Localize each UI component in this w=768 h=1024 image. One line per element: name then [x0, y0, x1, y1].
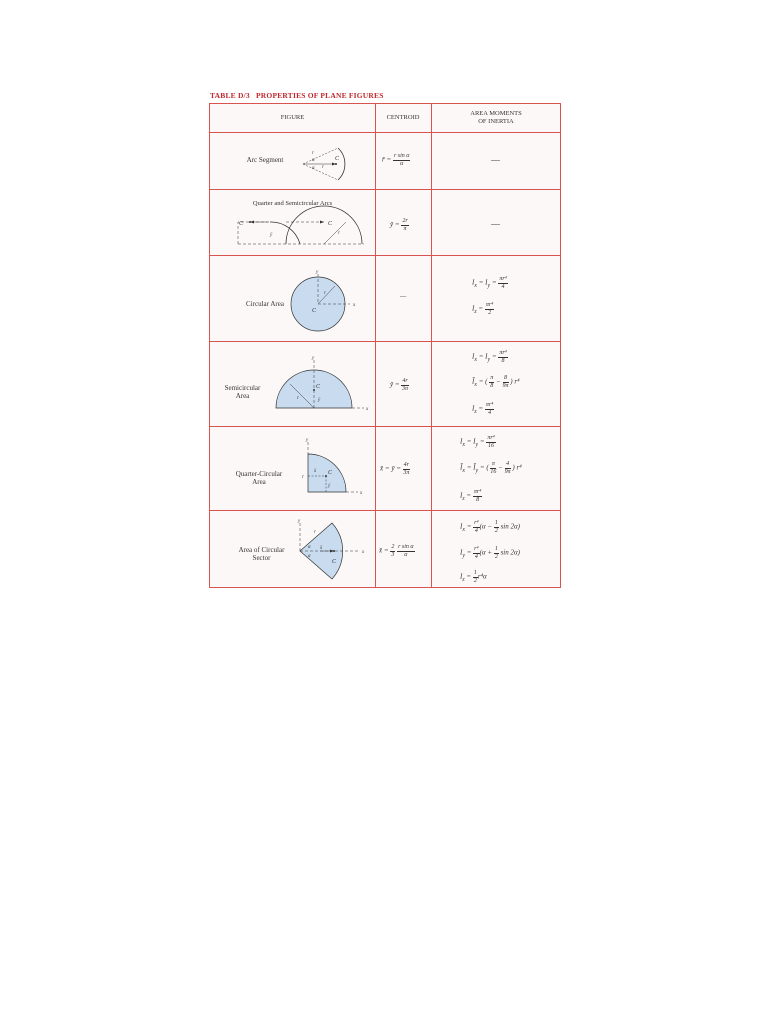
svg-text:r: r [312, 151, 314, 156]
svg-text:r: r [324, 291, 326, 296]
inertia-quarter-1: $I_x = I_y$ = $\frac{\text{πr⁴}}{16}$ [460, 435, 495, 449]
svg-text:x: x [366, 407, 369, 412]
row-divider [210, 189, 560, 190]
centroid-arc-segment: r̄ = $\frac{\text{r sin α}}{\alpha}$ [382, 153, 410, 167]
svg-text:x̄: x̄ [314, 469, 317, 474]
svg-text:r: r [314, 530, 316, 535]
row-label-semicircular-line2: Area [235, 392, 250, 400]
header-centroid: CENTROID [386, 114, 420, 121]
row-label-semicircular-area [220, 384, 265, 400]
row-label-quarter-line2: Area [252, 478, 266, 486]
inertia-circular-1: $I_x = I_y$ = $\frac{\text{πr⁴}}{4}$ [472, 276, 507, 290]
row-label-quarter-line1: Quarter-Circular [235, 470, 283, 478]
svg-text:C: C [312, 308, 317, 314]
header-inertia [431, 110, 561, 125]
header-inertia-line1: AREA MOMENTS [470, 110, 522, 117]
row-label-quarter-circular-area [224, 470, 294, 486]
inertia-quarter-2: $Ī_x$ = $Ī_y$ = ( $\frac{\pi}{16}$ − $\frac{4}{9\pi}$ ) r⁴ [460, 461, 522, 475]
circular-sector-figure [292, 519, 372, 584]
inertia-circular-2: $I_z$ = $\frac{\text{πr⁴}}{2}$ [472, 302, 494, 316]
inertia-semicircular-3: $I_z$ = $\frac{\text{πr⁴}}{4}$ [472, 402, 494, 416]
row-divider [210, 426, 560, 427]
arc-segment-figure [300, 144, 360, 184]
svg-text:C: C [332, 559, 337, 565]
inertia-sector-3: $I_z$ = $\frac{1}{2}$ r⁴α [460, 570, 487, 584]
inertia-arc-segment: — [491, 155, 500, 165]
inertia-semicircular-1: $I_x = I_y$ = $\frac{\text{πr⁴}}{8}$ [472, 350, 507, 364]
svg-text:x: x [362, 550, 365, 555]
svg-text:C: C [316, 384, 321, 390]
table-title: TABLE D/3 PROPERTIES OF PLANE FIGURES [210, 91, 384, 100]
inertia-sector-1: $I_x$ = $\frac{\text{r⁴}}{4}$ (α − $\frac{1}{2}$ sin 2α) [460, 520, 521, 534]
row-divider [210, 132, 560, 133]
row-label-sector-line1: Area of Circular [238, 546, 285, 554]
centroid-quarter-circular: x̄ = ȳ = $\frac{4r}{3\pi}$ [380, 462, 410, 476]
centroid-circular-area: — [400, 292, 407, 300]
centroid-arcs: ȳ = $\frac{2r}{\pi}$ [390, 218, 408, 232]
circular-area-figure [290, 264, 370, 339]
centroid-semicircular: ȳ = $\frac{4r}{3\pi}$ [390, 378, 409, 392]
row-label-semicircular-line1: Semicircular [224, 384, 261, 392]
svg-text:C: C [328, 221, 333, 227]
svg-text:r: r [302, 475, 304, 480]
svg-text:C: C [335, 156, 340, 162]
row-divider [210, 341, 560, 342]
row-divider [210, 510, 560, 511]
svg-text:x̄: x̄ [320, 546, 323, 551]
svg-text:r: r [322, 165, 324, 170]
svg-text:x: x [353, 303, 356, 308]
row-label-circular-area: Circular Area [246, 300, 284, 308]
inertia-sector-2: $I_y$ = $\frac{\text{r⁴}}{4}$ (α + $\frac{1}{2}$ sin 2α) [460, 546, 521, 560]
row-divider [210, 255, 560, 256]
svg-text:y: y [316, 270, 319, 275]
svg-text:r: r [338, 231, 340, 236]
col-divider [431, 104, 432, 587]
svg-text:y: y [298, 519, 301, 524]
row-label-arcs: Quarter and Semicircular Arcs [252, 200, 333, 207]
quarter-circular-area-figure [300, 438, 370, 498]
centroid-circular-sector: x̄ = $\frac{2}{3}$ $\frac{\text{r sin α}}{\alpha}$ [379, 544, 414, 558]
row-label-sector-line2: Sector [252, 554, 271, 562]
svg-text:C: C [328, 470, 333, 476]
col-divider [375, 104, 376, 587]
svg-text:C: C [239, 221, 244, 227]
semicircular-area-figure [272, 354, 372, 414]
header-figure: FIGURE [280, 114, 305, 121]
svg-text:ȳ: ȳ [318, 398, 321, 403]
svg-text:x: x [360, 491, 363, 496]
svg-text:α: α [312, 158, 315, 163]
svg-text:ȳ: ȳ [328, 484, 331, 489]
header-inertia-line2: OF INERTIA [478, 117, 514, 125]
svg-text:α: α [308, 545, 311, 550]
inertia-semicircular-2: $Ī_x$ = ( $\frac{\pi}{8}$ − $\frac{8}{9\pi}$ ) r⁴ [472, 375, 520, 389]
row-label-circular-sector [224, 546, 299, 562]
svg-text:y: y [306, 438, 309, 443]
quarter-semicircular-arcs-figure [236, 208, 366, 253]
svg-text:r: r [297, 396, 299, 401]
row-label-arc-segment: Arc Segment [246, 156, 284, 164]
properties-table [209, 103, 561, 588]
svg-text:ȳ: ȳ [270, 233, 273, 238]
svg-text:α: α [312, 166, 315, 171]
inertia-quarter-3: $I_z$ = $\frac{\text{πr⁴}}{8}$ [460, 489, 482, 503]
svg-text:y: y [312, 356, 315, 361]
svg-text:α: α [308, 554, 311, 559]
inertia-arcs: — [491, 219, 500, 229]
